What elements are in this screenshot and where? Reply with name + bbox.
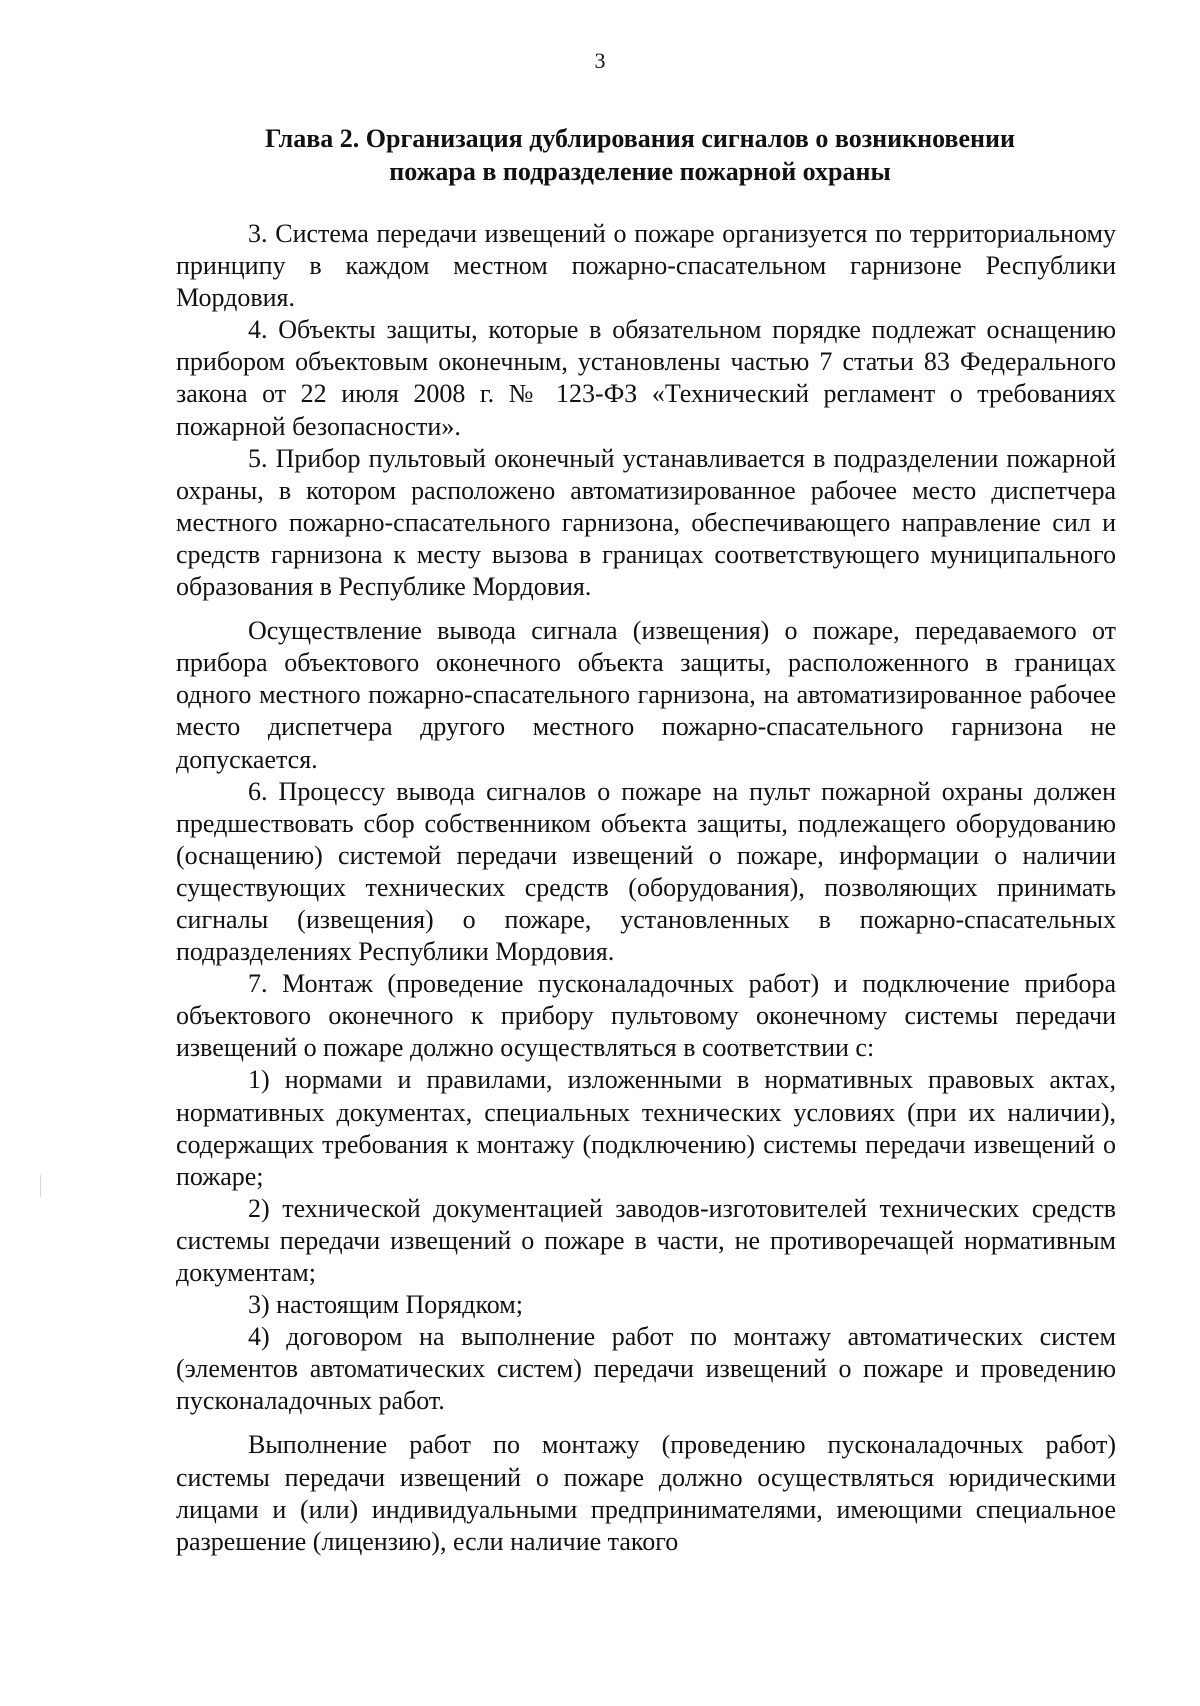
paragraph-item-6: 6. Процессу вывода сигналов о пожаре на пульт пожарной охраны должен предшествовать сбор собственником объекта защиты, подлежащего оборудованию (оснащению) системой передачи извещений о пожаре, информации о наличии существующих технических средств (оборудования), позволяющих принимать сигналы (извещения) о пожаре, установленных в пожарно-спасательных подразделениях Республики Мордовия. [176, 776, 1116, 967]
list-item-3: 3) настоящим Порядком; [248, 1290, 523, 1320]
document-body [176, 218, 1116, 1558]
list-item-4: 4) договором на выполнение работ по монтажу автоматических систем (элементов автоматических систем) передачи извещений о пожаре и проведению пусконаладочных работ. [176, 1322, 1116, 1416]
page-number: 3 [594, 48, 606, 73]
paragraph-item-4: 4. Объекты защиты, которые в обязательном порядке подлежат оснащению прибором объектовым оконечным, установлены частью 7 статьи 83 Федерального закона от 22 июля 2008 г. № 123-ФЗ «Технический регламент о требованиях пожарной безопасности». [176, 315, 1116, 441]
paragraph-signal-output: Осуществление вывода сигнала (извещения) о пожаре, передаваемого от прибора объектового оконечного объекта защиты, расположенного в границах одного местного пожарно-спасательного гарнизона, на автоматизированное рабочее место диспетчера другого местного пожарно-спасательного гарнизона не допускается. [176, 616, 1116, 774]
chapter-heading: Глава 2. Организация дублирования сигналов о возникновении пожара в подразделение пожарной охраны [265, 124, 1015, 186]
scan-artifact [40, 1175, 41, 1197]
paragraph-item-5: 5. Прибор пультовый оконечный устанавливается в подразделении пожарной охраны, в котором расположено автоматизированное рабочее место диспетчера местного пожарно-спасательного гарнизона, обеспечивающего направление сил и средств гарнизона к месту вызова в границах соответствующего муниципального образования в Республике Мордовия. [176, 443, 1116, 602]
paragraph-item-3: 3. Система передачи извещений о пожаре организуется по территориальному принципу в каждом местном пожарно-спасательном гарнизоне Республики Мордовия. [176, 219, 1116, 313]
list-item-2: 2) технической документацией заводов-изготовителей технических средств системы передачи извещений о пожаре в части, не противоречащей нормативным документам; [176, 1193, 1116, 1287]
list-item-1: 1) нормами и правилами, изложенными в нормативных правовых актах, нормативных документах, специальных технических условиях (при их наличии), содержащих требования к монтажу (подключению) системы передачи извещений о пожаре; [176, 1065, 1116, 1191]
paragraph-installation-licensing: Выполнение работ по монтажу (проведению пусконаладочных работ) системы передачи извещений о пожаре должно осуществляться юридическими лицами и (или) индивидуальными предпринимателями, имеющими специальное разрешение (лицензию), если наличие такого [176, 1430, 1116, 1556]
paragraph-item-7: 7. Монтаж (проведение пусконаладочных работ) и подключение прибора объектового оконечного к прибору пультовому оконечному системы передачи извещений о пожаре должно осуществляться в соответствии с: [176, 969, 1116, 1063]
